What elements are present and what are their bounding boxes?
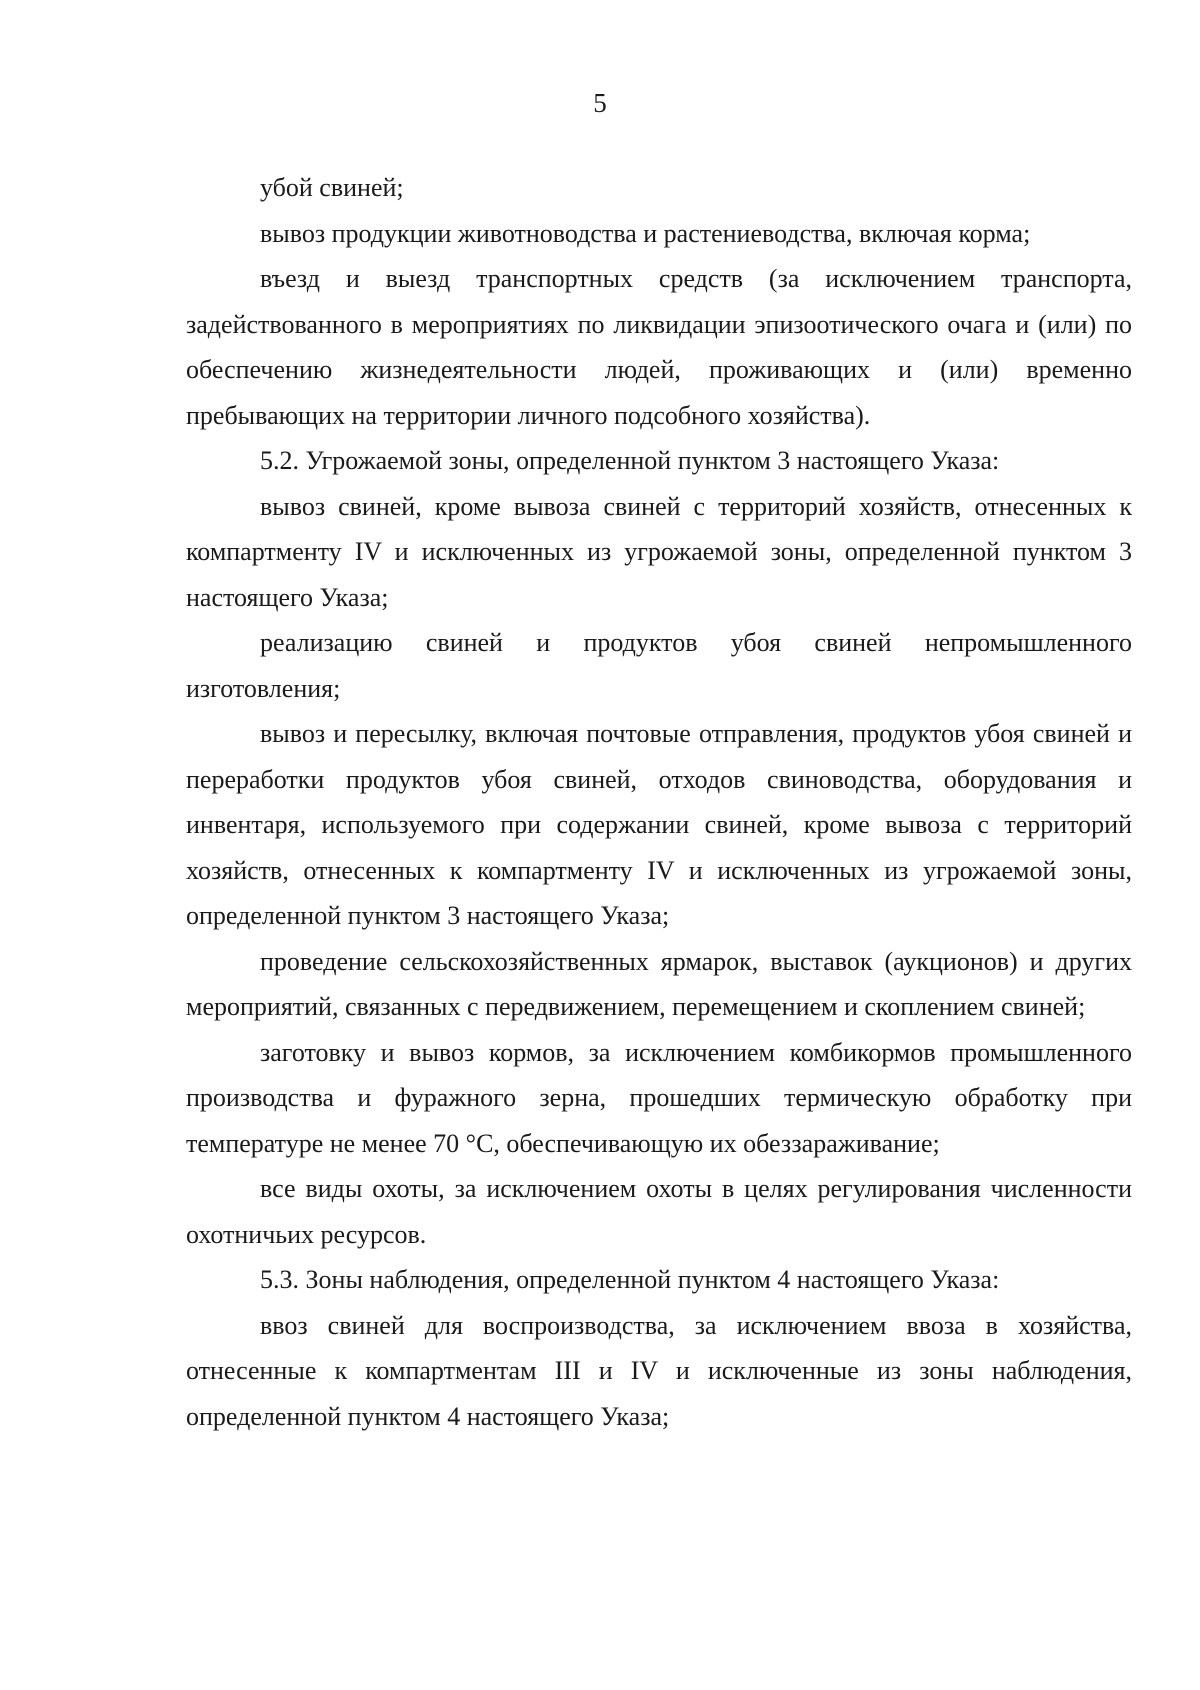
document-body: [186, 165, 1132, 1439]
page-number: 5: [593, 88, 607, 118]
paragraph: въезд и выезд транспортных средств (за исключением транспорта, задействованного в мероприятиях по ликвидации эпизоотического очага и (или) по обеспечению жизнедеятельности людей, проживающих и (или) временно пребывающих на территории личного подсобного хозяйства).: [186, 264, 1132, 430]
paragraph: реализацию свиней и продуктов убоя свиней непромышленного изготовления;: [186, 628, 1132, 703]
paragraph: вывоз и пересылку, включая почтовые отправления, продуктов убоя свиней и переработки продуктов убоя свиней, отходов свиноводства, оборудования и инвентаря, используемого при содержании свиней, кроме вывоза с территорий хозяйств, отнесенных к компартменту IV и исключенных из угрожаемой зоны, определенной пунктом 3 настоящего Указа;: [186, 719, 1132, 930]
paragraph: ввоз свиней для воспроизводства, за исключением ввоза в хозяйства, отнесенные к компартментам III и IV и исключенные из зоны наблюдения, определенной пунктом 4 настоящего Указа;: [186, 1310, 1132, 1431]
paragraph: убой свиней;: [260, 173, 404, 202]
paragraph: вывоз свиней, кроме вывоза свиней с территорий хозяйств, отнесенных к компартменту IV и исключенных из угрожаемой зоны, определенной пунктом 3 настоящего Указа;: [186, 491, 1132, 612]
paragraph: вывоз продукции животноводства и растениеводства, включая корма;: [260, 218, 1031, 248]
paragraph: все виды охоты, за исключением охоты в целях регулирования численности охотничьих ресурсов.: [186, 1174, 1132, 1249]
section-heading: 5.3. Зоны наблюдения, определенной пунктом 4 настоящего Указа:: [260, 1265, 1000, 1294]
paragraph: заготовку и вывоз кормов, за исключением комбикормов промышленного производства и фуражного зерна, прошедших термическую обработку при температуре не менее 70 °С, обеспечивающую их обеззараживание;: [186, 1037, 1132, 1158]
section-heading: 5.2. Угрожаемой зоны, определенной пунктом 3 настоящего Указа:: [260, 446, 1000, 475]
paragraph: проведение сельскохозяйственных ярмарок, выставок (аукционов) и других мероприятий, связанных с передвижением, перемещением и скоплением свиней;: [186, 946, 1132, 1021]
